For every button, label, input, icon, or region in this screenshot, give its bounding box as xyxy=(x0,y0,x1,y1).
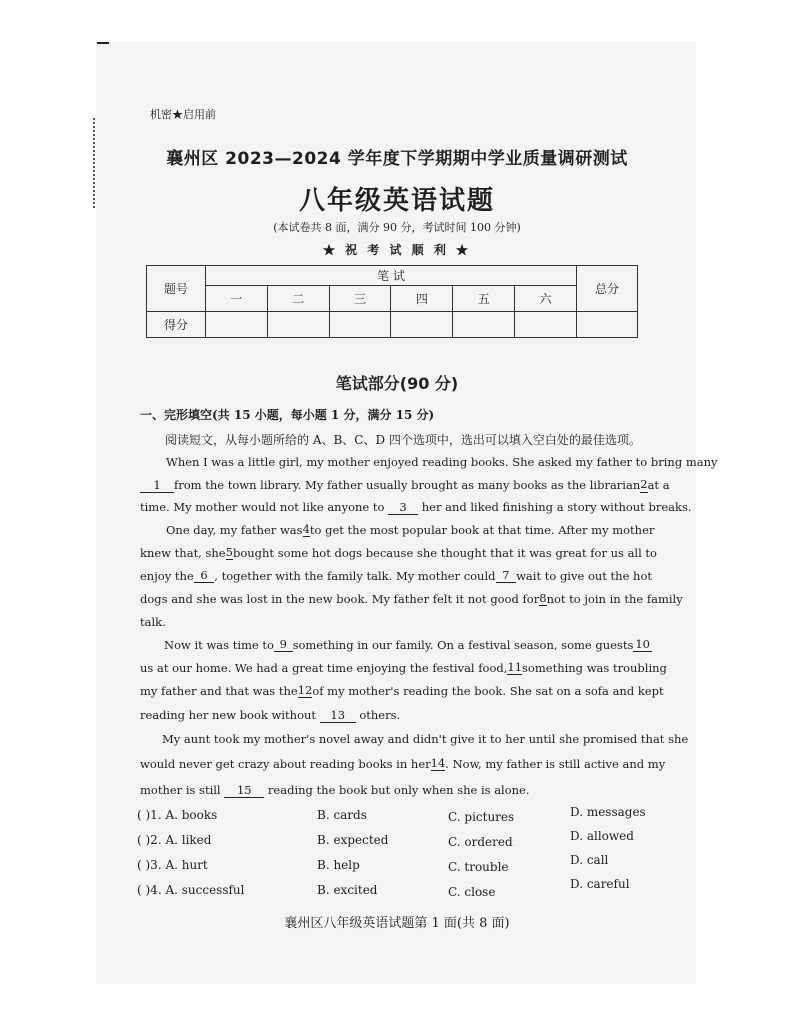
passage-text: . Now, my father is still active and my xyxy=(445,757,666,771)
question-3-option-c[interactable]: C. trouble xyxy=(448,860,509,874)
blank-11[interactable]: 11 xyxy=(507,660,523,674)
blank-12[interactable]: 12 xyxy=(297,683,313,697)
column-header: 三 xyxy=(329,286,391,312)
passage-line xyxy=(162,732,689,746)
passage-line xyxy=(140,569,652,583)
blank-6[interactable]: 6 xyxy=(194,569,215,583)
passage-text: others. xyxy=(359,708,401,722)
passage-line xyxy=(140,683,664,698)
question-1-option-a[interactable]: ( )1. A. books xyxy=(137,808,218,822)
passage-line xyxy=(140,545,657,560)
score-table xyxy=(146,265,638,338)
blank-13[interactable]: 13 xyxy=(320,709,356,723)
confidential-label: 机密★启用前 xyxy=(150,108,216,121)
passage-text: One day, my father was xyxy=(166,523,303,537)
passage-text: something was troubling xyxy=(522,661,667,675)
blank-9[interactable]: 9 xyxy=(274,638,293,652)
total-header: 总分 xyxy=(577,266,638,312)
question-2-option-d[interactable]: D. allowed xyxy=(570,829,634,843)
passage-text: wait to give out the hot xyxy=(516,569,652,583)
part-title: 笔试部分(90 分) xyxy=(335,374,459,393)
column-header: 一 xyxy=(206,286,268,312)
passage-line xyxy=(140,591,683,606)
passage-line xyxy=(140,708,652,723)
column-header: 二 xyxy=(267,286,329,312)
passage-text: not to join in the family xyxy=(546,592,683,606)
passage-text: her and liked finishing a story without breaks. xyxy=(421,500,692,514)
passage-text: at a xyxy=(647,478,670,492)
good-luck-wish: ★ 祝 考 试 顺 利 ★ xyxy=(322,243,472,257)
passage-line xyxy=(140,500,692,515)
passage-text: time. My mother would not like anyone to xyxy=(140,500,385,514)
passage-line xyxy=(140,783,652,798)
page-corner-mark xyxy=(97,42,109,44)
score-cell[interactable] xyxy=(267,312,329,338)
blank-1[interactable]: 1 xyxy=(140,479,174,493)
question-4-option-c[interactable]: C. close xyxy=(448,885,496,899)
question-3-option-a[interactable]: ( )3. A. hurt xyxy=(137,858,208,872)
passage-line xyxy=(140,756,666,771)
passage-text: bought some hot dogs because she thought that it was great for us all to xyxy=(232,546,657,560)
question-3-option-d[interactable]: D. call xyxy=(570,853,609,867)
score-cell[interactable] xyxy=(329,312,391,338)
exam-title: 襄州区 2023—2024 学年度下学期期中学业质量调研测试 xyxy=(166,149,628,169)
question-2-option-b[interactable]: B. expected xyxy=(317,833,389,847)
question-4-option-b[interactable]: B. excited xyxy=(317,883,378,897)
blank-4[interactable]: 4 xyxy=(302,522,310,536)
blank-5[interactable]: 5 xyxy=(225,545,233,559)
passage-text: would never get crazy about reading books in her xyxy=(140,757,431,771)
passage-text: Now it was time to xyxy=(164,638,274,652)
score-row-label: 得分 xyxy=(147,312,206,338)
section-instruction: 阅读短文，从每小题所给的 A、B、C、D 四个选项中，选出可以填入空白处的最佳选项。 xyxy=(165,433,641,447)
blank-10[interactable]: 10 xyxy=(635,637,650,651)
score-cell[interactable] xyxy=(391,312,453,338)
passage-line xyxy=(140,615,652,629)
written-test-header: 笔 试 xyxy=(206,266,577,286)
question-number-header: 题号 xyxy=(147,266,206,312)
passage-line xyxy=(140,660,667,675)
question-1-option-d[interactable]: D. messages xyxy=(570,805,646,819)
passage-text: knew that, she xyxy=(140,546,226,560)
column-header: 六 xyxy=(515,286,577,312)
exam-note: (本试卷共 8 面，满分 90 分，考试时间 100 分钟) xyxy=(273,221,521,234)
column-header: 五 xyxy=(453,286,515,312)
page-footer: 襄州区八年级英语试题第 1 面(共 8 面) xyxy=(284,916,510,931)
passage-text: talk. xyxy=(140,615,166,629)
passage-text: , together with the family talk. My mother could xyxy=(214,569,496,583)
question-4-option-d[interactable]: D. careful xyxy=(570,877,630,891)
passage-text: of my mother's reading the book. She sat on a sofa and kept xyxy=(312,684,664,698)
passage-text: My aunt took my mother's novel away and didn't give it to her until she promised that she xyxy=(162,732,689,746)
passage-line xyxy=(164,638,652,652)
passage-text: us at our home. We had a great time enjoying the festival food, xyxy=(140,661,508,675)
subject-title: 八年级英语试题 xyxy=(298,186,495,216)
passage-text: from the town library. My father usually brought as many books as the librarian xyxy=(174,478,641,492)
question-1-option-b[interactable]: B. cards xyxy=(317,808,367,822)
question-4-option-a[interactable]: ( )4. A. successful xyxy=(137,883,245,897)
passage-line xyxy=(140,477,670,493)
passage-line xyxy=(166,522,655,537)
passage-text: enjoy the xyxy=(140,569,194,583)
score-cell[interactable] xyxy=(206,312,268,338)
score-cell[interactable] xyxy=(515,312,577,338)
passage-text: my father and that was the xyxy=(140,684,298,698)
blank-7[interactable]: 7 xyxy=(496,569,517,583)
column-header: 四 xyxy=(391,286,453,312)
blank-15[interactable]: 15 xyxy=(224,784,264,798)
passage-text: to get the most popular book at that time. After my mother xyxy=(309,523,655,537)
question-2-option-c[interactable]: C. ordered xyxy=(448,835,513,849)
score-cell[interactable] xyxy=(453,312,515,338)
question-1-option-c[interactable]: C. pictures xyxy=(448,810,515,824)
passage-text: reading her new book without xyxy=(140,708,317,722)
total-score-cell[interactable] xyxy=(577,312,638,338)
question-3-option-b[interactable]: B. help xyxy=(317,858,360,872)
passage-text: mother is still xyxy=(140,783,221,797)
passage-text: something in our family. On a festival season, some guests xyxy=(292,638,634,652)
blank-3[interactable]: 3 xyxy=(388,501,418,515)
blank-14[interactable]: 14 xyxy=(430,756,446,770)
passage-text: reading the book but only when she is alone. xyxy=(267,783,530,797)
question-2-option-a[interactable]: ( )2. A. liked xyxy=(137,833,212,847)
section-title: 一、完形填空(共 15 小题，每小题 1 分，满分 15 分) xyxy=(140,408,435,422)
passage-text: dogs and she was lost in the new book. My father felt it not good for xyxy=(140,592,540,606)
passage-line xyxy=(140,455,718,469)
blank-2[interactable]: 2 xyxy=(640,477,648,491)
blank-8[interactable]: 8 xyxy=(539,591,547,605)
passage-text: When I was a little girl, my mother enjoyed reading books. She asked my father to bring many xyxy=(166,455,718,469)
